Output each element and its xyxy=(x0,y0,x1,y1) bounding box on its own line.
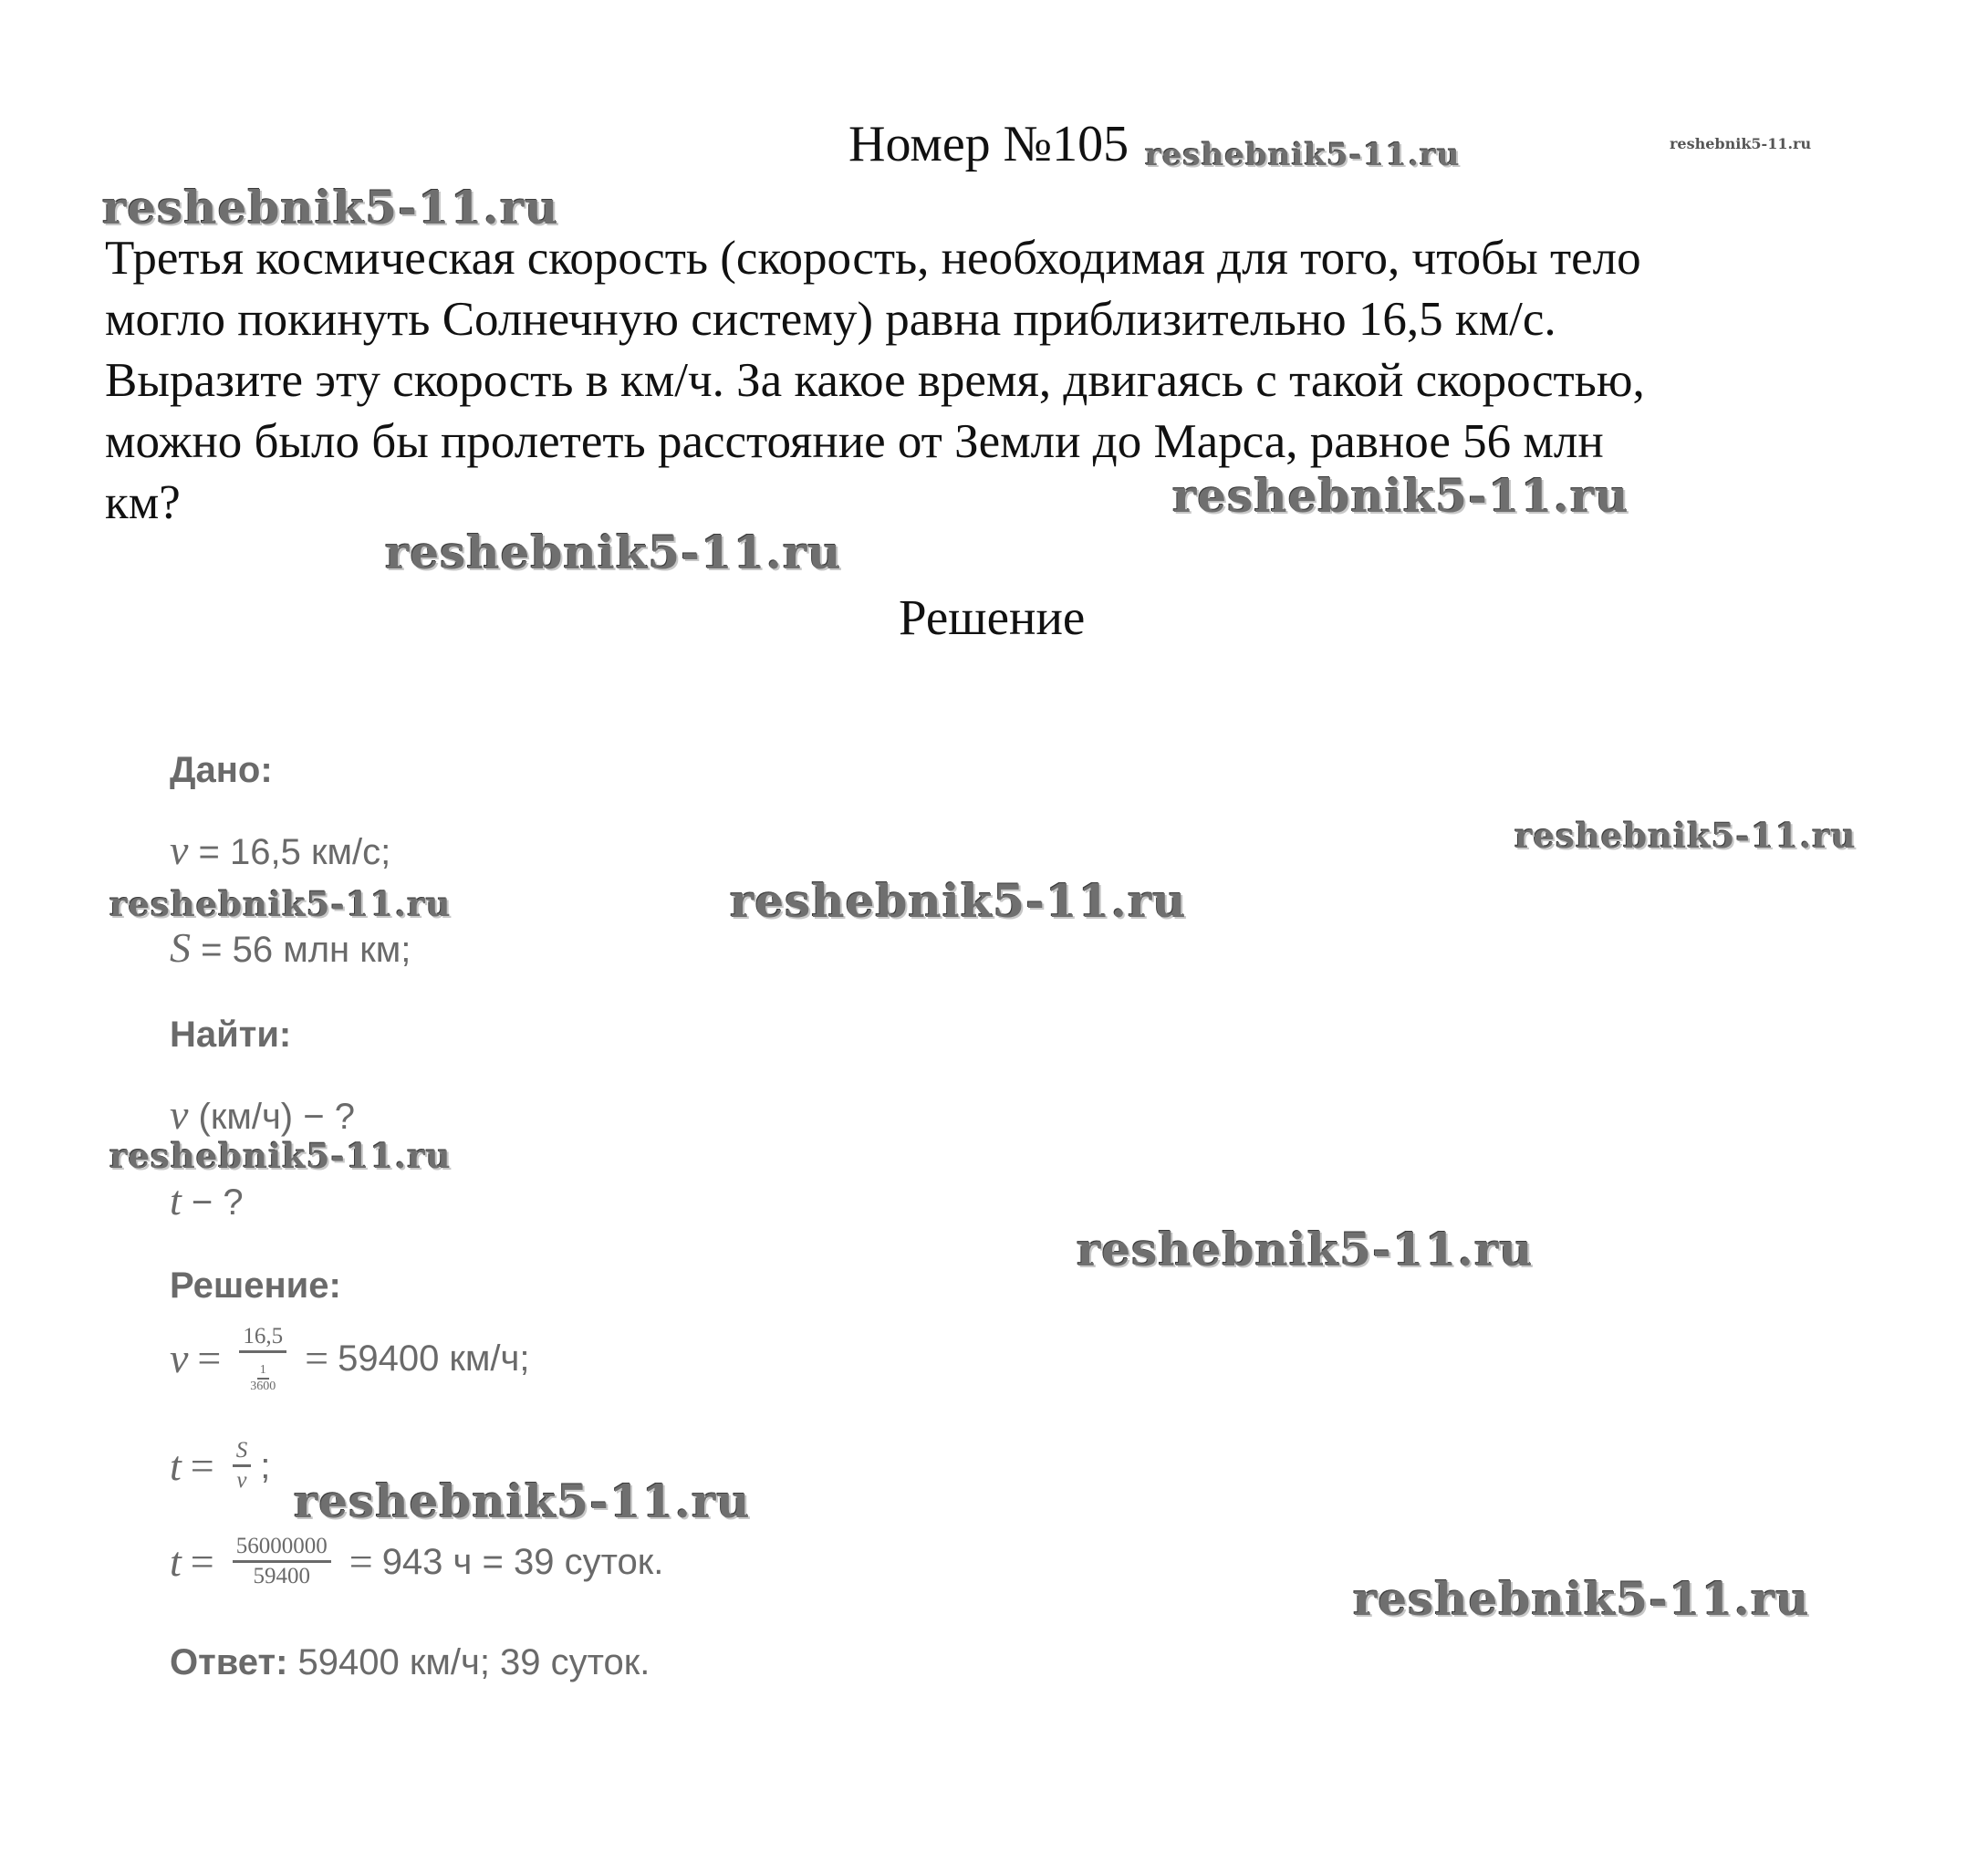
equation-velocity: v = $\frac{16,5}{\frac{1}{3600}}$ = 59400 км/ч; xyxy=(170,1324,530,1393)
problem-statement xyxy=(105,228,1911,534)
problem-line: Третья космическая скорость (скорость, необходимая для того, чтобы тело xyxy=(105,232,1641,285)
watermark: reshebnik5-11.ru xyxy=(109,884,452,924)
fraction: $\frac{S}{v}$ xyxy=(233,1437,252,1494)
find-label: Найти: xyxy=(170,1015,292,1055)
problem-line: могло покинуть Солнечную систему) равна приблизительно 16,5 км/с. xyxy=(105,293,1556,346)
watermark: reshebnik5-11.ru xyxy=(385,526,842,579)
watermark: reshebnik5-11.ru xyxy=(1077,1223,1534,1276)
solve-label: Решение: xyxy=(170,1265,341,1306)
watermark: reshebnik5-11.ru xyxy=(294,1474,751,1528)
find-time: t − ? xyxy=(170,1177,244,1224)
given-velocity: v = 16,5 км/с; xyxy=(170,827,391,873)
problem-line: Выразите эту скорость в км/ч. За какое время, двигаясь с такой скоростью, xyxy=(105,354,1645,407)
watermark: reshebnik5-11.ru xyxy=(1172,469,1629,523)
watermark: reshebnik5-11.ru xyxy=(102,181,559,234)
equation-time-formula: t = $\frac{S}{v}$ ; xyxy=(170,1438,271,1493)
fraction: $\frac{56000000}{59400}$ xyxy=(233,1533,331,1590)
watermark: reshebnik5-11.ru xyxy=(1353,1572,1810,1626)
fraction: $\frac{16,5}{\frac{1}{3600}}$ xyxy=(239,1323,286,1394)
watermark: reshebnik5-11.ru xyxy=(109,1136,452,1176)
problem-line: можно было бы пролететь расстояние от Земли до Марса, равное 56 млн xyxy=(105,415,1604,468)
given-distance: S = 56 млн км; xyxy=(170,924,411,971)
find-velocity: v (км/ч) − ? xyxy=(170,1091,355,1138)
watermark: reshebnik5-11.ru xyxy=(1514,816,1857,856)
watermark: reshebnik5-11.ru xyxy=(1670,135,1812,152)
problem-line: км? xyxy=(105,476,181,529)
answer: Ответ: 59400 км/ч; 39 суток. xyxy=(170,1642,651,1682)
solution-heading: Решение xyxy=(899,589,1086,645)
equation-time-value: t = $\frac{56000000}{59400}$ = 943 ч = 39 суток. xyxy=(170,1534,664,1588)
problem-number-title: Номер №105 xyxy=(848,116,1129,172)
given-label: Дано: xyxy=(170,750,273,790)
watermark: reshebnik5-11.ru xyxy=(730,874,1187,928)
watermark: reshebnik5-11.ru xyxy=(1145,137,1461,173)
